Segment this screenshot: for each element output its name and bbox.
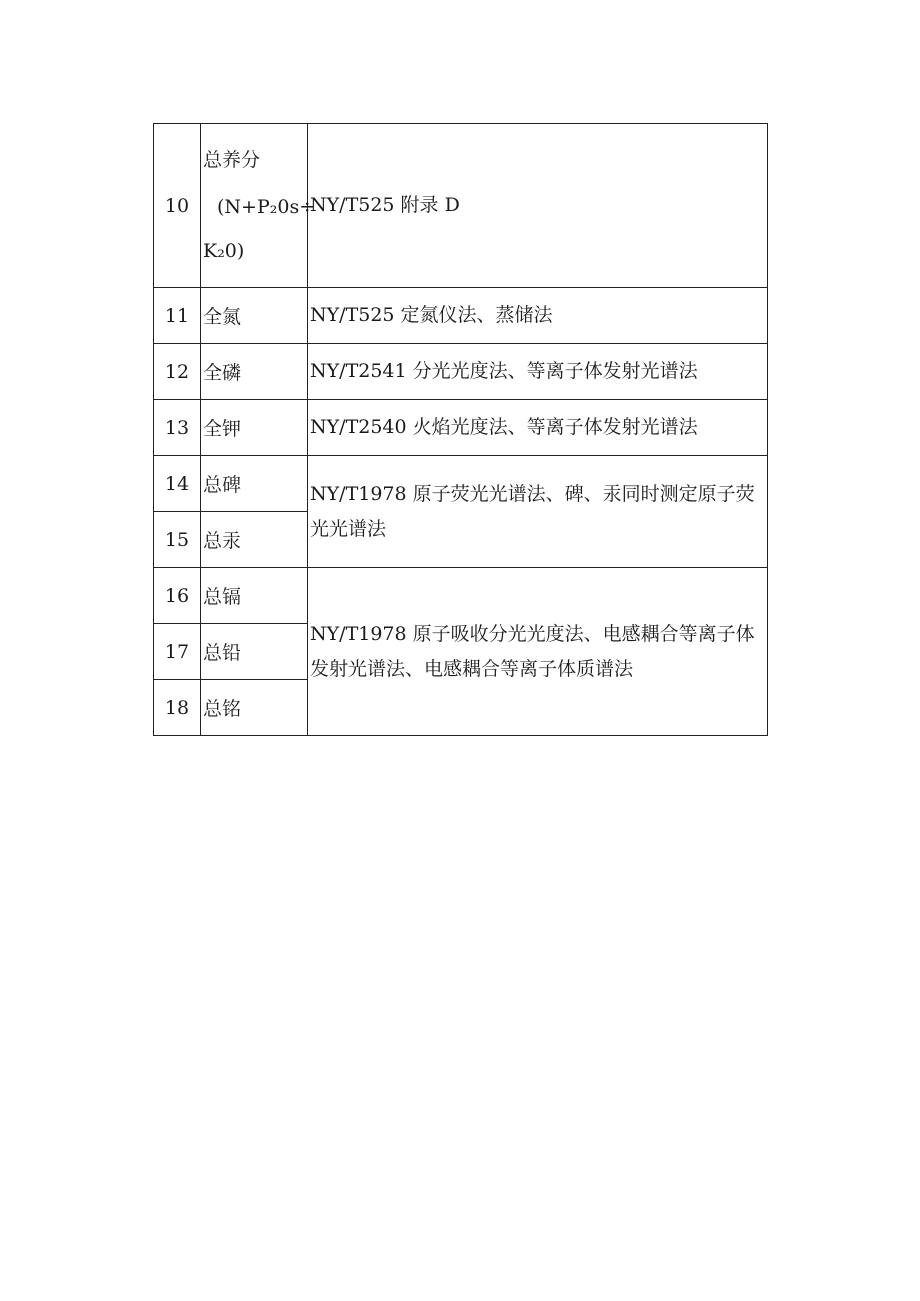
method-cell: NY/T2541 分光光度法、等离子体发射光谱法 (308, 344, 768, 400)
standards-table (153, 123, 768, 736)
item-cell: 总镉 (201, 568, 308, 624)
row-number: 16 (154, 568, 201, 624)
row-number: 18 (154, 680, 201, 736)
row-number: 11 (154, 288, 201, 344)
item-cell (201, 124, 316, 288)
method-cell: NY/T1978 原子荧光光谱法、碑、汞同时测定原子荧光光谱法 (308, 456, 768, 568)
table-row (154, 124, 768, 288)
method-cell: NY/T2540 火焰光度法、等离子体发射光谱法 (308, 400, 768, 456)
item-name-line: K₂0) (203, 240, 245, 262)
table-row (154, 400, 768, 456)
item-cell: 总铅 (201, 624, 308, 680)
item-cell: 全磷 (201, 344, 308, 400)
method-cell: NY/T525 附录 D (308, 124, 768, 288)
item-cell: 全氮 (201, 288, 308, 344)
item-cell: 总汞 (201, 512, 308, 568)
item-cell: 全钾 (201, 400, 308, 456)
row-number: 17 (154, 624, 201, 680)
item-cell: 总铭 (201, 680, 308, 736)
row-number: 10 (154, 124, 201, 288)
method-cell: NY/T525 定氮仪法、蒸储法 (308, 288, 768, 344)
item-name-line: (N+P₂0s÷ (217, 196, 316, 218)
table-row (154, 568, 768, 624)
row-number: 14 (154, 456, 201, 512)
table-row (154, 344, 768, 400)
row-number: 15 (154, 512, 201, 568)
table-row (154, 288, 768, 344)
table-row (154, 456, 768, 512)
row-number: 13 (154, 400, 201, 456)
method-cell: NY/T1978 原子吸收分光光度法、电感耦合等离子体发射光谱法、电感耦合等离子体质谱法 (308, 568, 768, 736)
item-cell: 总碑 (201, 456, 308, 512)
row-number: 12 (154, 344, 201, 400)
item-name-line: 总养分 (203, 149, 261, 171)
